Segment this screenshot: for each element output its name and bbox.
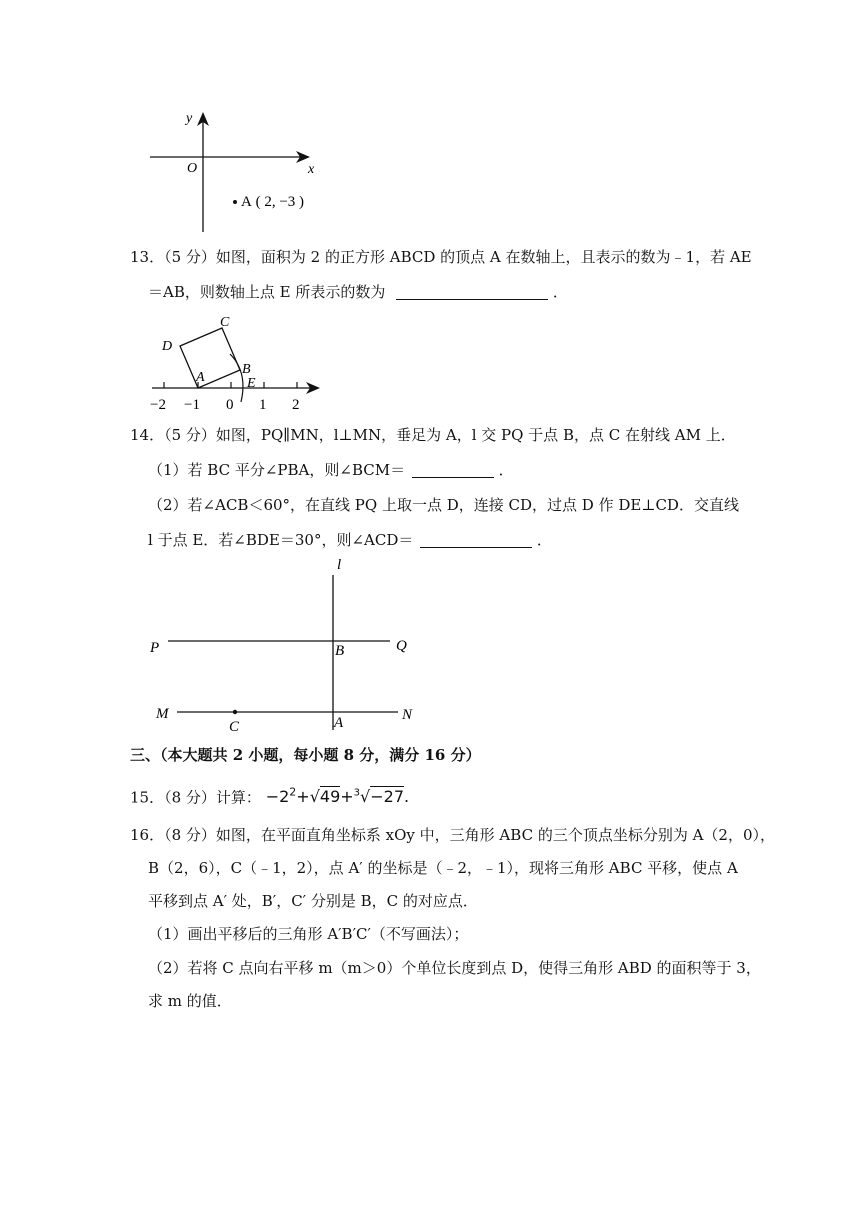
label-n: N xyxy=(402,707,413,723)
q15-expression xyxy=(266,787,409,806)
tick-label-1: 1 xyxy=(259,397,267,413)
q15-cbrt-arg: −27 xyxy=(370,787,404,807)
label-b: B xyxy=(335,643,345,659)
q13-answer-blank[interactable] xyxy=(396,283,548,300)
number-line-figure xyxy=(140,310,340,420)
label-c: C xyxy=(220,315,230,330)
label-a: A xyxy=(196,370,205,385)
point-a-dot xyxy=(233,200,237,204)
label-l: l xyxy=(337,557,342,573)
sqrt-icon: √ xyxy=(309,787,320,807)
section-3-heading: 三、（本大题共 2 小题，每小题 8 分，满分 16 分） xyxy=(130,746,481,764)
q14-part2-text: l 于点 E．若∠BDE＝30°，则∠ACD＝ xyxy=(148,531,414,549)
q15-prefix: 15．（8 分）计算： xyxy=(130,788,261,807)
tick-label-neg1: −1 xyxy=(184,397,200,413)
label-a: A xyxy=(334,715,344,731)
q16-part1: （1）画出平移后的三角形 A′B′C′（不写画法）； xyxy=(148,925,469,943)
q13-line1: 13．（5 分）如图，面积为 2 的正方形 ABCD 的顶点 A 在数轴上，且表示的数为﹣1，若 AE xyxy=(130,248,752,266)
label-p: P xyxy=(150,640,160,656)
q14-part1 xyxy=(148,459,860,481)
point-a-label: A ( 2, −3 ) xyxy=(241,194,305,210)
q16-line3: 平移到点 A′ 处，B′，C′ 分别是 B，C 的对应点． xyxy=(148,892,478,910)
q15-plus-1: + xyxy=(296,787,310,807)
label-c: C xyxy=(229,719,240,735)
q15-sqrt-arg: 49 xyxy=(319,787,341,807)
number-line-ticks xyxy=(164,382,297,388)
q13-line2 xyxy=(148,281,860,303)
parallel-lines-figure xyxy=(140,555,430,740)
q14-part2-line2 xyxy=(148,529,860,551)
q14-part2-answer-blank[interactable] xyxy=(420,531,532,548)
q15-plus-2: + xyxy=(340,787,354,807)
q15-end: . xyxy=(404,787,410,807)
y-axis-label: y xyxy=(186,111,193,126)
point-c-dot xyxy=(233,710,237,714)
label-q: Q xyxy=(396,638,407,654)
origin-label: O xyxy=(187,161,198,176)
q15-neg-two: −2 xyxy=(265,787,290,807)
label-b: B xyxy=(242,362,251,377)
coordinate-figure xyxy=(140,100,340,240)
q15-line xyxy=(130,782,860,808)
label-d: D xyxy=(162,339,173,354)
q13-line2-text: ＝AB，则数轴上点 E 所表示的数为 xyxy=(148,283,386,301)
square-abcd xyxy=(180,328,240,388)
cbrt-icon: √ xyxy=(360,787,371,807)
q15-cbrt-index: 3 xyxy=(353,788,361,799)
q16-line2: B（2，6），C（﹣1，2），点 A′ 的坐标是（﹣2，﹣1），现将三角形 ABC 平移，使点 A xyxy=(148,859,738,877)
q14-part1-end: ． xyxy=(498,461,514,479)
tick-label-0: 0 xyxy=(226,397,234,413)
q14-part1-answer-blank[interactable] xyxy=(412,461,494,478)
tick-label-2: 2 xyxy=(292,397,300,413)
label-m: M xyxy=(156,706,169,722)
label-e: E xyxy=(247,376,256,391)
q14-part2-end: ． xyxy=(536,531,552,549)
q16-part2-line1: （2）若将 C 点向右平移 m（m＞0）个单位长度到点 D，使得三角形 ABD 的面积等于 3， xyxy=(148,959,761,977)
q14-line1: 14．（5 分）如图，PQ∥MN，l⊥MN，垂足为 A，l 交 PQ 于点 B，点 C 在射线 AM 上． xyxy=(130,426,736,444)
x-axis-label: x xyxy=(308,162,315,177)
tick-label-neg2: −2 xyxy=(150,397,166,413)
q13-line2-end: ． xyxy=(552,283,568,301)
q16-part2-line2: 求 m 的值． xyxy=(148,992,232,1010)
q16-line1: 16．（8 分）如图，在平面直角坐标系 xOy 中，三角形 ABC 的三个顶点坐标分别为 A（2，0）， xyxy=(130,826,776,844)
q14-part1-text: （1）若 BC 平分∠PBA，则∠BCM＝ xyxy=(148,461,406,479)
q14-part2-line1: （2）若∠ACB＜60°，在直线 PQ 上取一点 D，连接 CD，过点 D 作 DE⊥CD．交直线 xyxy=(148,496,739,514)
q15-exponent: 2 xyxy=(289,786,297,799)
